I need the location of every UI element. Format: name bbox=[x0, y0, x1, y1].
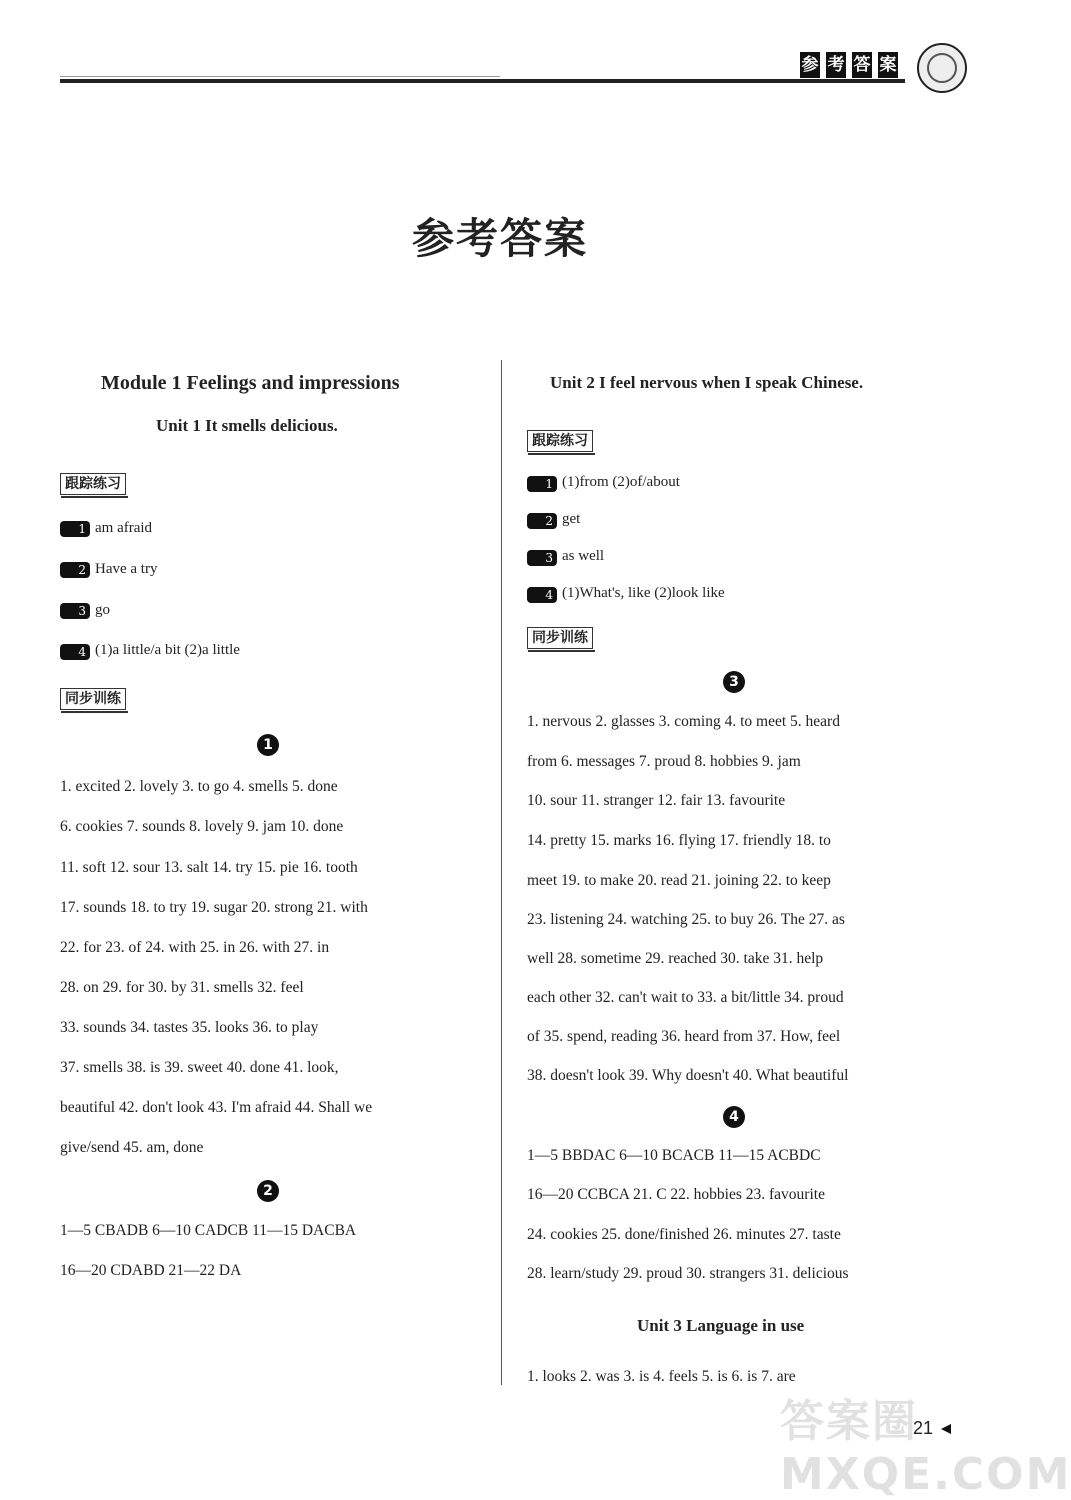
answer-line: 28. on 29. for 30. by 31. smells 32. feel bbox=[60, 979, 304, 996]
header-rule-thin bbox=[60, 76, 500, 77]
tracking-exercise-tag: 跟踪练习 bbox=[60, 473, 126, 495]
watermark: 答案圈 MXQE.COM bbox=[780, 1396, 1071, 1500]
tracking-item-3: as well bbox=[562, 548, 605, 564]
answer-line: 17. sounds 18. to try 19. sugar 20. strong 21. with bbox=[60, 899, 368, 916]
section-2-marker: 2 bbox=[257, 1180, 279, 1202]
sync-training-tag: 同步训练 bbox=[60, 688, 126, 710]
section-3-marker: 3 bbox=[723, 671, 745, 693]
page-number: 21 bbox=[913, 1418, 934, 1438]
answer-line: 33. sounds 34. tastes 35. looks 36. to play bbox=[60, 1019, 319, 1036]
answer-line: each other 32. can't wait to 33. a bit/little 34. proud bbox=[527, 989, 844, 1006]
answer-line: give/send 45. am, done bbox=[60, 1139, 204, 1156]
tracking-item-2-badge: 2 bbox=[60, 562, 90, 578]
unit3-title: Unit 3 Language in use bbox=[637, 1316, 805, 1335]
tracking-item-2-badge: 2 bbox=[527, 513, 557, 529]
answer-line: 16—20 CCBCA 21. C 22. hobbies 23. favourite bbox=[527, 1186, 825, 1203]
tracking-exercise-tag: 跟踪练习 bbox=[527, 430, 593, 452]
header-badge-char-1: 参 bbox=[800, 52, 820, 78]
answer-line: 14. pretty 15. marks 16. flying 17. friendly 18. to bbox=[527, 832, 831, 849]
answer-line: 37. smells 38. is 39. sweet 40. done 41. look, bbox=[60, 1059, 339, 1076]
header-rule bbox=[60, 79, 905, 83]
tracking-item-4: (1)a little/a bit (2)a little bbox=[95, 642, 240, 658]
header-badge-char-4: 案 bbox=[878, 52, 898, 78]
unit1-title: Unit 1 It smells delicious. bbox=[156, 416, 338, 435]
tracking-item-3-badge: 3 bbox=[527, 550, 557, 566]
tracking-item-3-badge: 3 bbox=[60, 603, 90, 619]
answer-line: 1—5 CBADB 6—10 CADCB 11—15 DACBA bbox=[60, 1222, 357, 1239]
answer-line: 16—20 CDABD 21—22 DA bbox=[60, 1262, 242, 1279]
answer-line: 1. looks 2. was 3. is 4. feels 5. is 6. is 7. are bbox=[527, 1368, 796, 1385]
answer-line: 6. cookies 7. sounds 8. lovely 9. jam 10. done bbox=[60, 818, 344, 835]
answer-line: beautiful 42. don't look 43. I'm afraid 44. Shall we bbox=[60, 1099, 373, 1116]
tracking-item-1: (1)from (2)of/about bbox=[562, 474, 680, 490]
answer-line: 11. soft 12. sour 13. salt 14. try 15. pie 16. tooth bbox=[60, 859, 358, 876]
answer-line: 22. for 23. of 24. with 25. in 26. with 27. in bbox=[60, 939, 330, 956]
answer-line: of 35. spend, reading 36. heard from 37. How, feel bbox=[527, 1028, 841, 1045]
tracking-item-1: am afraid bbox=[95, 520, 153, 536]
tracking-item-4: (1)What's, like (2)look like bbox=[562, 585, 725, 601]
unit2-title: Unit 2 I feel nervous when I speak Chinese. bbox=[550, 373, 864, 392]
section-4-marker: 4 bbox=[723, 1106, 745, 1128]
tracking-item-4-badge: 4 bbox=[527, 587, 557, 603]
answer-line: 23. listening 24. watching 25. to buy 26. The 27. as bbox=[527, 911, 845, 928]
answer-line: from 6. messages 7. proud 8. hobbies 9. jam bbox=[527, 753, 801, 770]
answer-line: 1—5 BBDAC 6—10 BCACB 11—15 ACBDC bbox=[527, 1147, 821, 1164]
answer-line: 24. cookies 25. done/finished 26. minutes 27. taste bbox=[527, 1226, 841, 1243]
answer-line: well 28. sometime 29. reached 30. take 31. help bbox=[527, 950, 824, 967]
tracking-item-1-badge: 1 bbox=[527, 476, 557, 492]
column-divider bbox=[501, 360, 502, 1385]
answer-line: 1. excited 2. lovely 3. to go 4. smells 5. done bbox=[60, 778, 338, 795]
header-logo-icon bbox=[917, 43, 967, 93]
tracking-item-4-badge: 4 bbox=[60, 644, 90, 660]
answer-line: 28. learn/study 29. proud 30. strangers 31. delicious bbox=[527, 1265, 849, 1282]
answer-line: meet 19. to make 20. read 21. joining 22. to keep bbox=[527, 872, 831, 889]
module-title: Module 1 Feelings and impressions bbox=[101, 372, 400, 394]
section-1-marker: 1 bbox=[257, 734, 279, 756]
page-title: 参考答案 bbox=[411, 214, 588, 263]
answer-line: 38. doesn't look 39. Why doesn't 40. What beautiful bbox=[527, 1067, 849, 1084]
answer-line: 10. sour 11. stranger 12. fair 13. favourite bbox=[527, 792, 786, 809]
tracking-item-2: Have a try bbox=[95, 561, 158, 577]
header-badge-char-2: 考 bbox=[826, 52, 846, 78]
tracking-item-1-badge: 1 bbox=[60, 521, 90, 537]
page-arrow-icon bbox=[941, 1424, 951, 1434]
tracking-item-3: go bbox=[95, 602, 110, 618]
sync-training-tag: 同步训练 bbox=[527, 627, 593, 649]
header-badge-char-3: 答 bbox=[852, 52, 872, 78]
answer-line: 1. nervous 2. glasses 3. coming 4. to meet 5. heard bbox=[527, 713, 840, 730]
tracking-item-2: get bbox=[562, 511, 581, 527]
